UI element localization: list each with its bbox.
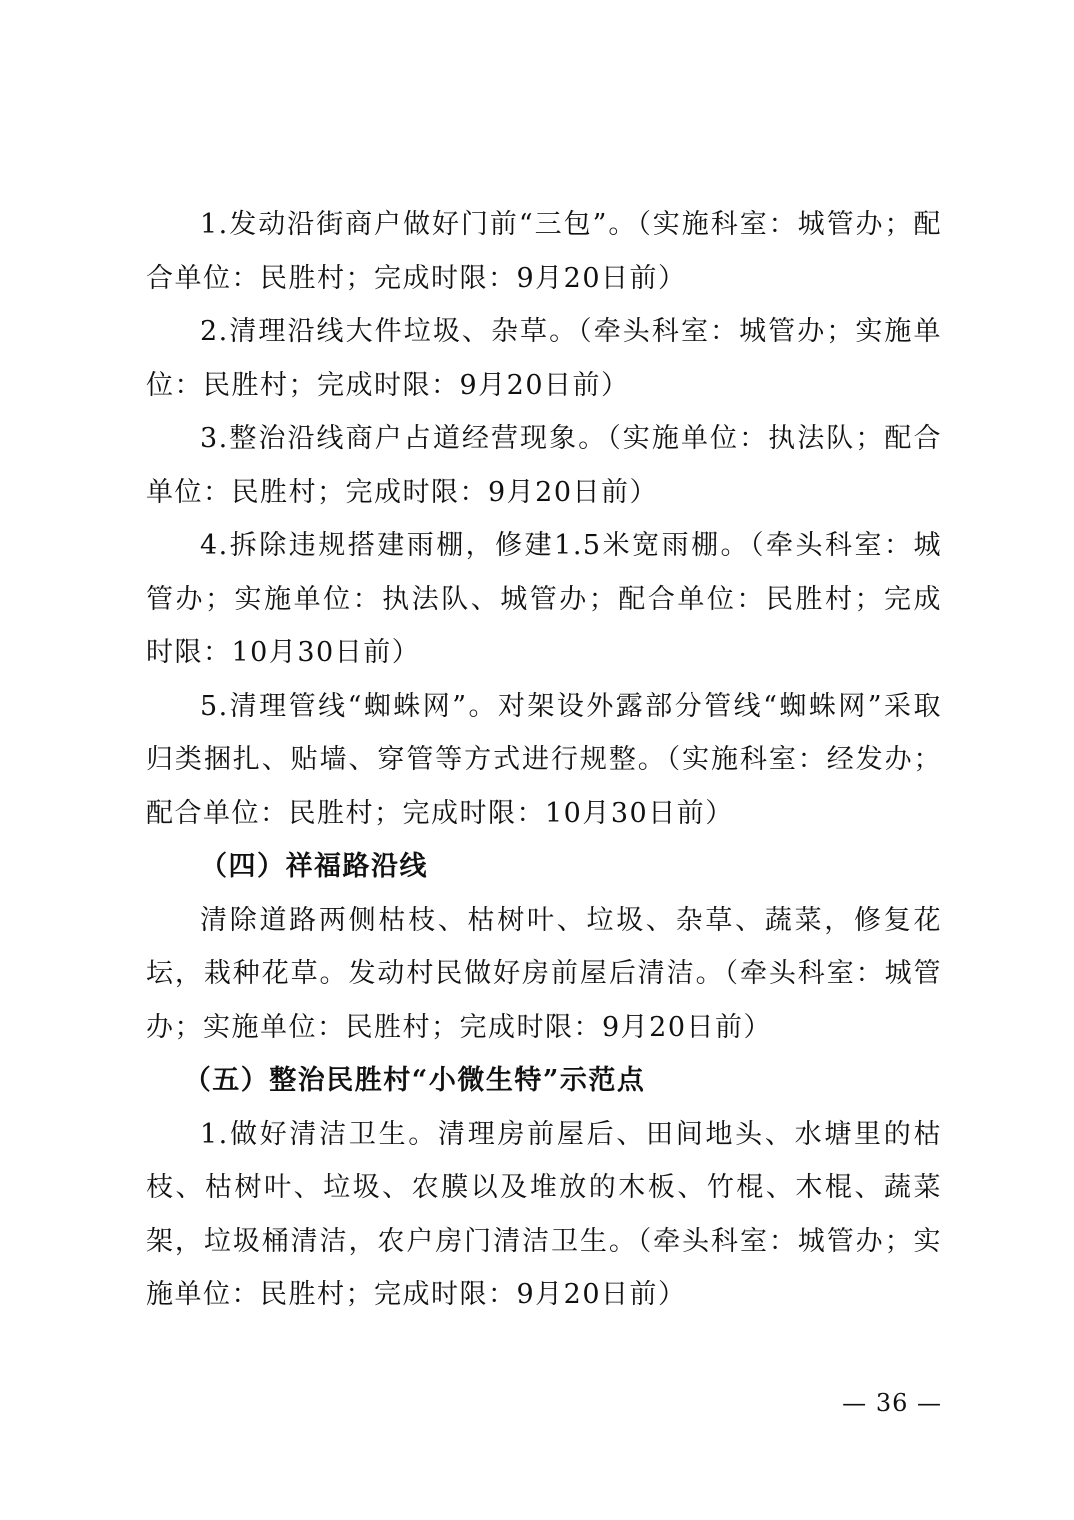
paragraph-cleaning: 1.做好清洁卫生。清理房前屋后、田间地头、水塘里的枯枝、枯树叶、垃圾、农膜以及堆放的木板、竹棍、木棍、蔬菜架，垃圾桶清洁，农户房门清洁卫生。（牵头科室：城管办；实施单位：民胜村；完成时限：9月20日前）	[146, 1118, 942, 1310]
page-number-dash-right: —	[917, 1389, 942, 1417]
page-number-value: 36	[875, 1389, 909, 1417]
paragraph-item-4: 4.拆除违规搭建雨棚，修建1.5米宽雨棚。（牵头科室：城管办；实施单位：执法队、城管办；配合单位：民胜村；完成时限：10月30日前）	[146, 530, 942, 668]
paragraph-item-2: 2.清理沿线大件垃圾、杂草。（牵头科室：城管办；实施单位：民胜村；完成时限：9月20日前）	[146, 316, 942, 401]
paragraph-xiangfu-road: 清除道路两侧枯枝、枯树叶、垃圾、杂草、蔬菜，修复花坛，栽种花草。发动村民做好房前屋后清洁。（牵头科室：城管办；实施单位：民胜村；完成时限：9月20日前）	[146, 904, 942, 1043]
page-number	[842, 1388, 942, 1418]
page-number-dash-left: —	[842, 1389, 868, 1417]
paragraph-item-5: 5.清理管线“蜘蛛网”。对架设外露部分管线“蜘蛛网”采取归类捆扎、贴墙、穿管等方式进行规整。（实施科室：经发办；配合单位：民胜村；完成时限：10月30日前）	[146, 690, 942, 829]
document-body	[146, 198, 942, 1322]
section-heading-5: （五）整治民胜村“小微生特”示范点	[183, 1065, 646, 1096]
paragraph-item-1: 1.发动沿街商户做好门前“三包”。（实施科室：城管办；配合单位：民胜村；完成时限：9月20日前）	[146, 209, 942, 294]
section-heading-4: （四）祥福路沿线	[200, 851, 428, 882]
paragraph-item-3: 3.整治沿线商户占道经营现象。（实施单位：执法队；配合单位：民胜村；完成时限：9月20日前）	[146, 423, 942, 508]
